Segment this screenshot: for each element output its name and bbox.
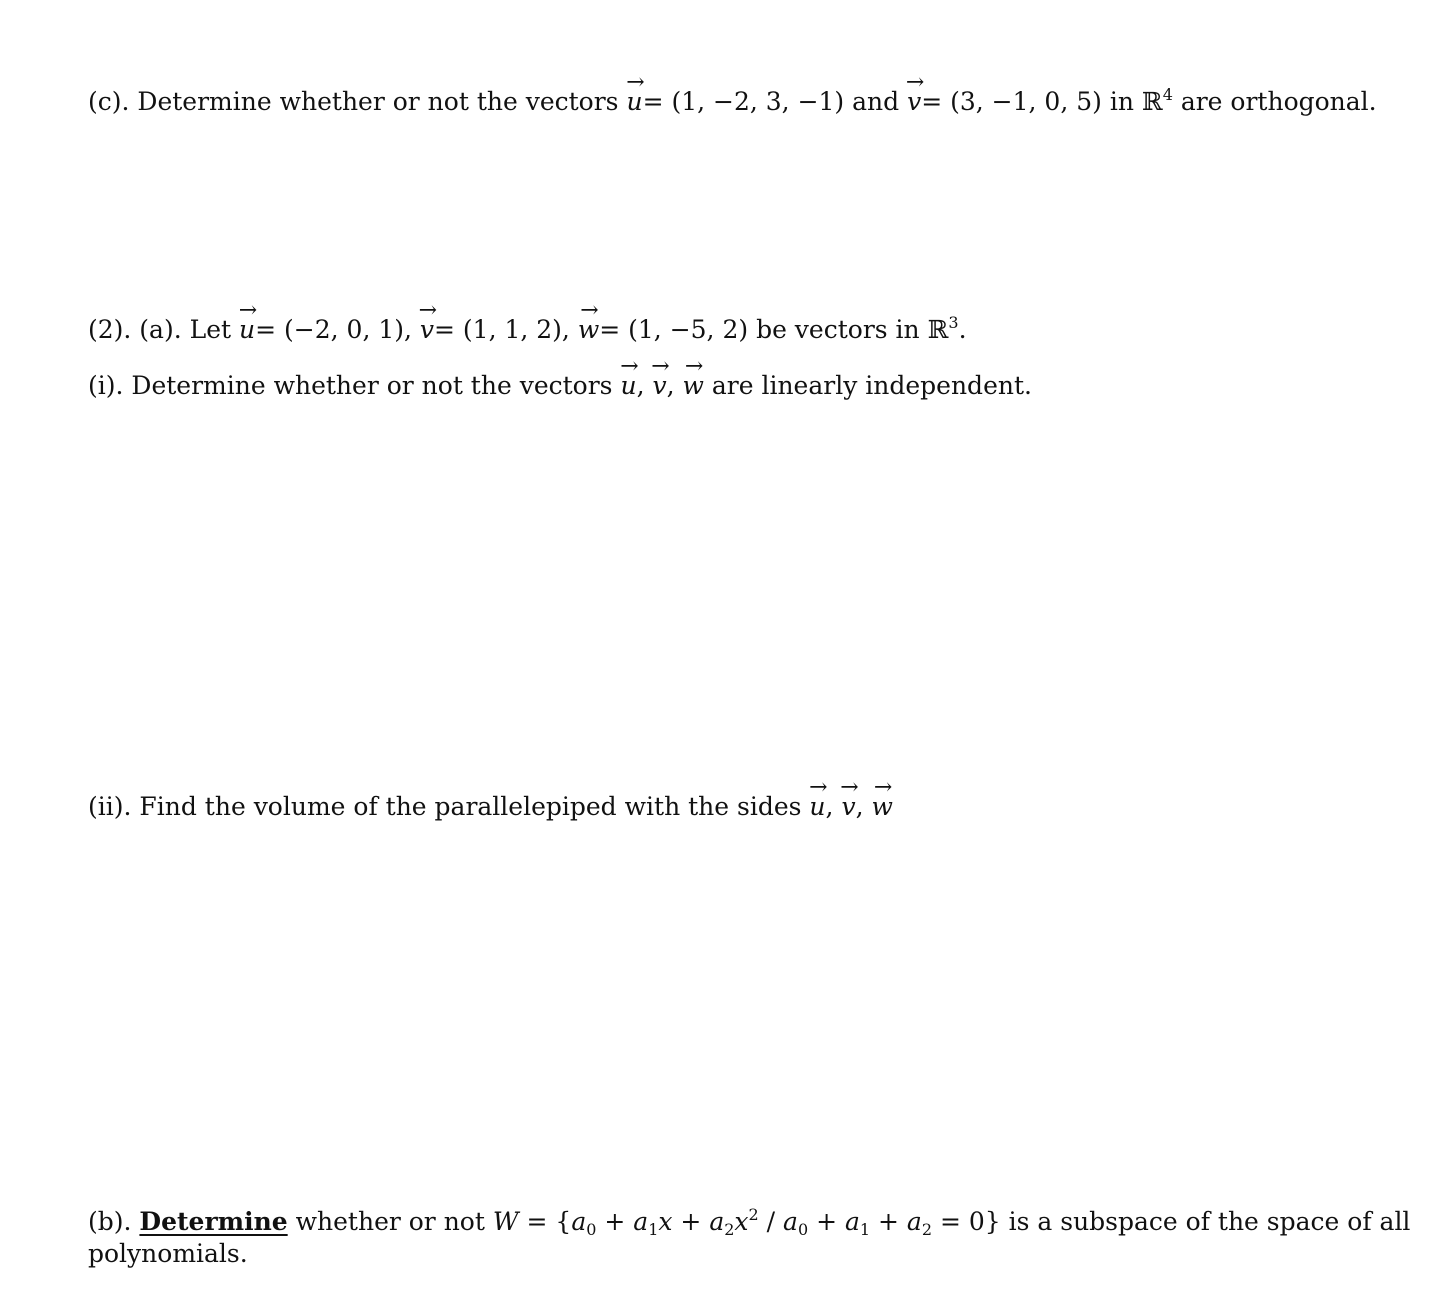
set-open: = {	[526, 1207, 572, 1236]
vector-v-symbol: → v	[841, 791, 855, 823]
cond-a0: a	[783, 1207, 798, 1236]
question-1c	[88, 86, 1377, 118]
separator: ,	[825, 792, 834, 821]
separator: ,	[636, 371, 645, 400]
vector-u-symbol: → u	[809, 791, 825, 823]
vector-v-value: = (1, 1, 2),	[434, 315, 570, 344]
subscript: 1	[648, 1220, 659, 1239]
question-text: Determine whether or not the vectors	[131, 371, 613, 400]
plus-sign: +	[870, 1207, 907, 1236]
vector-u-symbol: → u	[626, 86, 642, 118]
subscript: 1	[859, 1220, 871, 1239]
question-text: Let	[189, 315, 232, 344]
question-label: (b).	[88, 1207, 132, 1236]
question-text-end: are linearly independent.	[711, 371, 1032, 400]
question-2b	[88, 1206, 1410, 1238]
subscript: 0	[797, 1220, 809, 1239]
question-text-end: is a subspace of the space of all	[1008, 1207, 1411, 1236]
subscript: 2	[724, 1220, 735, 1239]
plus-sign: +	[672, 1207, 710, 1236]
exponent: 2	[748, 1205, 759, 1224]
variable-x: x	[658, 1207, 673, 1236]
vector-u-symbol: → u	[239, 314, 255, 346]
subscript: 2	[921, 1220, 933, 1239]
cond-a2: a	[906, 1207, 922, 1236]
question-label: (i).	[88, 371, 124, 400]
vector-w-symbol: → w	[578, 314, 599, 346]
vector-v-value: = (3, −1, 0, 5)	[921, 87, 1102, 116]
space-symbol: ℝ	[1141, 87, 1163, 116]
separator: ,	[666, 371, 675, 400]
vector-w-symbol: → w	[871, 791, 892, 823]
cond-a1: a	[844, 1207, 860, 1236]
space-dimension: 3	[948, 313, 959, 332]
question-label: (c).	[88, 87, 130, 116]
vector-u-value: = (1, −2, 3, −1)	[642, 87, 845, 116]
question-2a-ii	[88, 791, 893, 823]
question-label: (ii).	[88, 792, 132, 821]
vector-w-symbol: → w	[683, 370, 704, 402]
space-dimension: 4	[1162, 85, 1173, 104]
question-text: whether or not	[295, 1207, 485, 1236]
question-2a	[88, 314, 967, 346]
coef-a2: a	[709, 1207, 725, 1236]
coef-a0: a	[571, 1207, 587, 1236]
plus-sign: +	[596, 1207, 634, 1236]
vector-v-symbol: → v	[420, 314, 434, 346]
question-text: Determine whether or not the vectors	[137, 87, 619, 116]
set-close: = 0}	[932, 1207, 1001, 1236]
coef-a1: a	[633, 1207, 649, 1236]
period: .	[958, 315, 967, 344]
vector-u-value: = (−2, 0, 1),	[255, 315, 412, 344]
question-text-end: are orthogonal.	[1180, 87, 1377, 116]
question-keyword: Determine	[139, 1207, 288, 1236]
question-text-line2: polynomials.	[88, 1239, 248, 1268]
subscript: 0	[586, 1220, 597, 1239]
question-2a-i	[88, 370, 1032, 402]
conjunction: and	[852, 87, 900, 116]
condition-separator: /	[758, 1207, 784, 1236]
vector-w-value: = (1, −5, 2)	[599, 315, 749, 344]
space-symbol: ℝ	[927, 315, 949, 344]
plus-sign: +	[808, 1207, 845, 1236]
variable-x: x	[734, 1207, 749, 1236]
preposition: in	[1109, 87, 1134, 116]
question-text: Find the volume of the parallelepiped with the sides	[139, 792, 802, 821]
question-text-end: be vectors in	[756, 315, 920, 344]
vector-u-symbol: → u	[620, 370, 636, 402]
vector-v-symbol: → v	[907, 86, 921, 118]
set-name: W	[492, 1207, 519, 1236]
separator: ,	[855, 792, 864, 821]
question-2b-continued	[88, 1238, 248, 1270]
vector-v-symbol: → v	[652, 370, 666, 402]
question-label: (2). (a).	[88, 315, 182, 344]
